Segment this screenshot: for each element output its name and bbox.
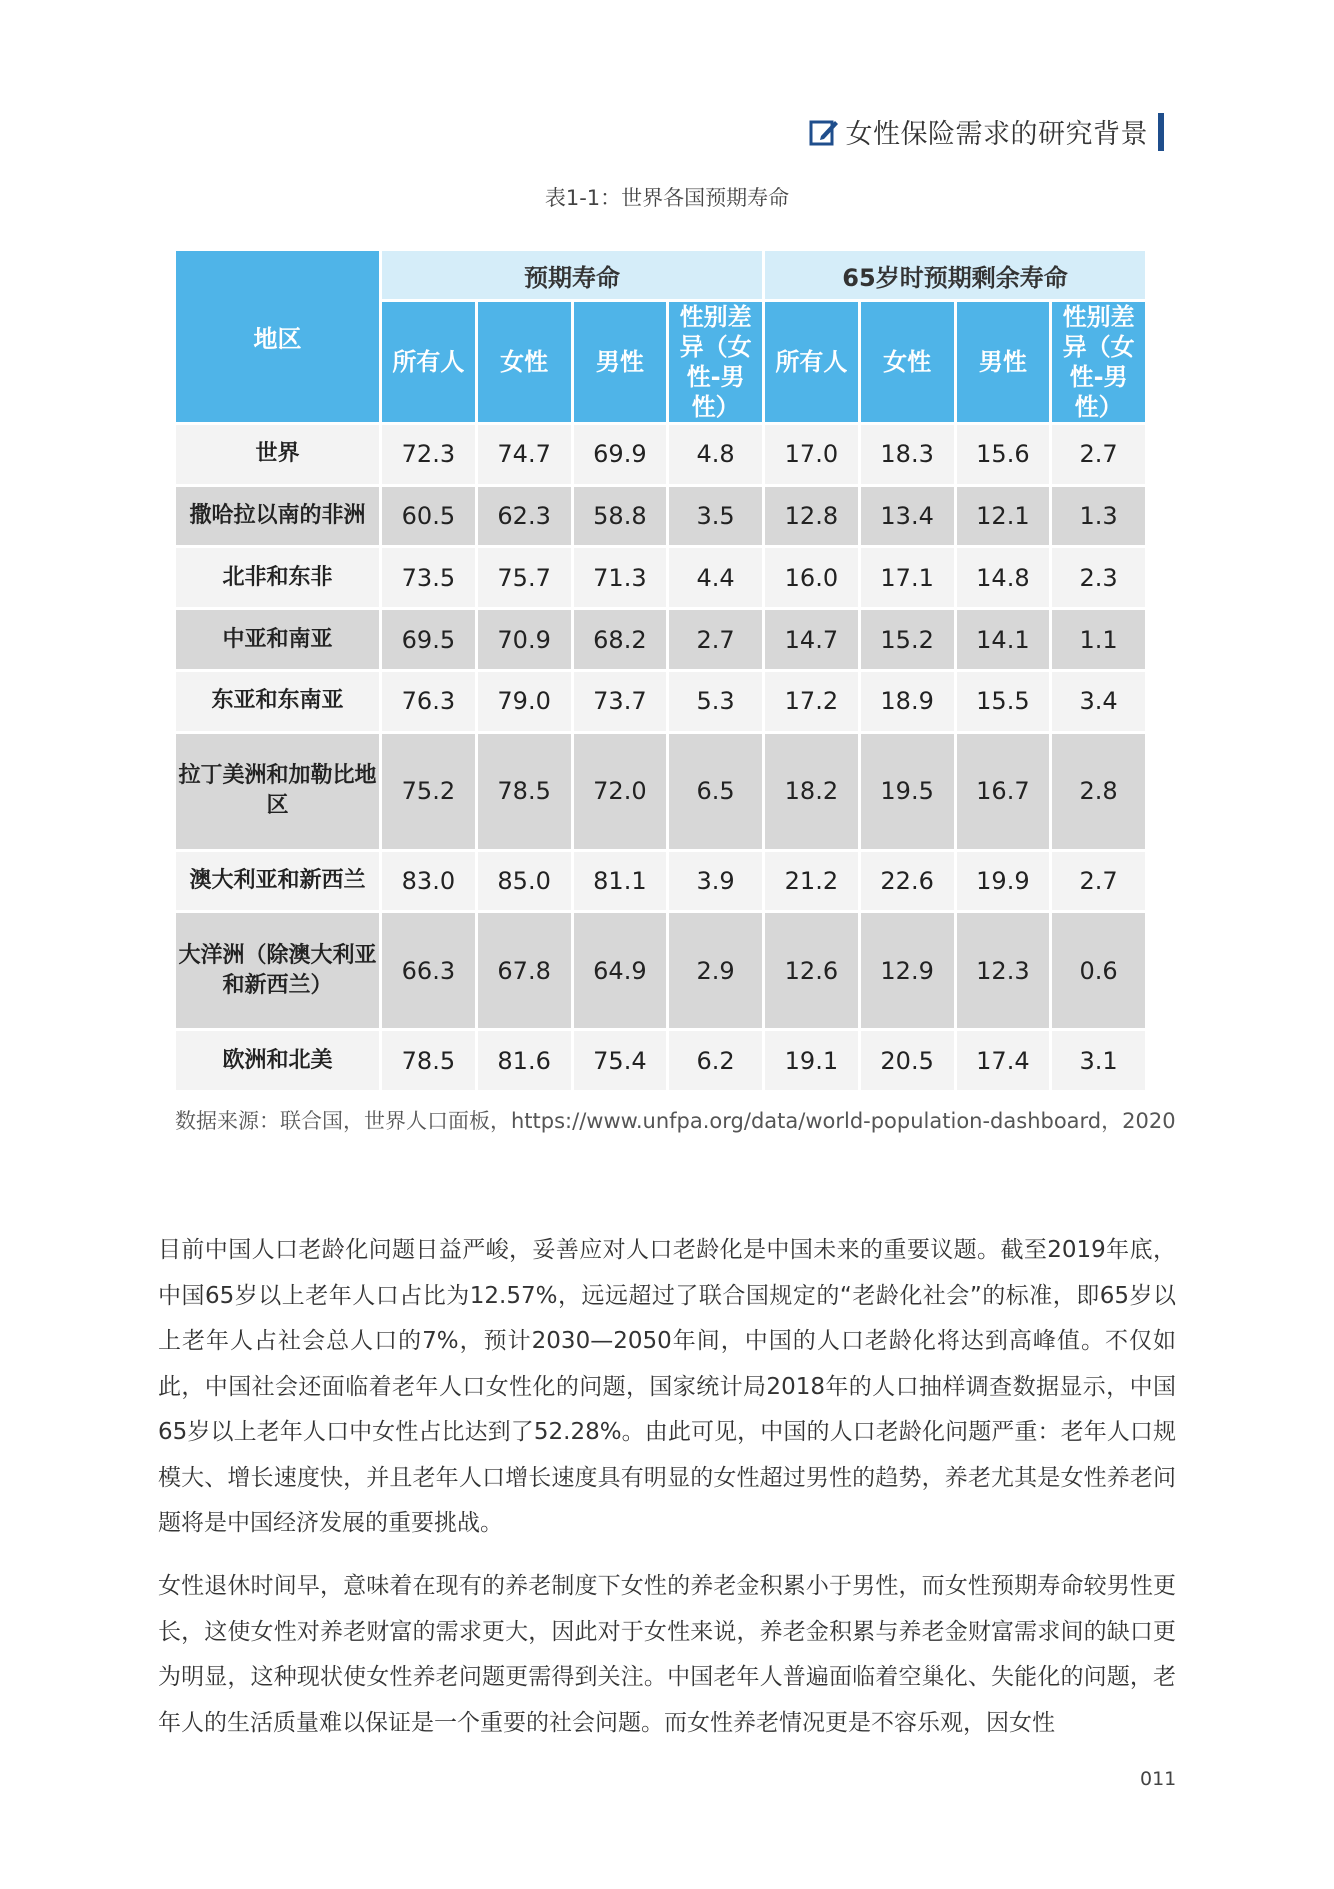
value-cell: 5.3 [668, 670, 764, 732]
region-cell: 大洋洲（除澳大利亚和新西兰） [175, 912, 381, 1030]
data-source-note: 数据来源：联合国，世界人口面板，https://www.unfpa.org/data/world-population-dashboard，2020 [175, 1109, 1176, 1133]
value-cell: 3.9 [668, 850, 764, 912]
table-row [175, 1030, 1147, 1092]
value-cell: 64.9 [572, 912, 668, 1030]
value-cell: 75.2 [381, 732, 477, 850]
value-cell: 79.0 [476, 670, 572, 732]
value-cell: 78.5 [476, 732, 572, 850]
section-title: 女性保险需求的研究背景 [845, 119, 1148, 150]
value-cell: 60.5 [381, 485, 477, 547]
value-cell: 68.2 [572, 609, 668, 671]
table-row [175, 732, 1147, 850]
value-cell: 73.7 [572, 670, 668, 732]
body-paragraph: 女性退休时间早，意味着在现有的养老制度下女性的养老金积累小于男性，而女性预期寿命较男性更长，这使女性对养老财富的需求更大，因此对于女性来说，养老金积累与养老金财富需求间的缺口更为明显，这种现状使女性养老问题更需得到关注。中国老年人普遍面临着空巢化、失能化的问题，老年人的生活质量难以保证是一个重要的社会问题。而女性养老情况更是不容乐观，因女性 [158, 1573, 1176, 1736]
value-cell: 2.9 [668, 912, 764, 1030]
value-cell: 18.2 [764, 732, 860, 850]
table-caption: 表1-1：世界各国预期寿命 [544, 186, 790, 210]
table-row [175, 912, 1147, 1030]
value-cell: 12.8 [764, 485, 860, 547]
sub-header: 女性 [859, 301, 955, 424]
value-cell: 2.7 [668, 609, 764, 671]
value-cell: 2.3 [1051, 547, 1147, 609]
value-cell: 4.8 [668, 424, 764, 486]
value-cell: 19.5 [859, 732, 955, 850]
sub-header: 性别差异（女性-男性） [1051, 301, 1147, 424]
region-cell: 欧洲和北美 [175, 1030, 381, 1092]
region-cell: 撒哈拉以南的非洲 [175, 485, 381, 547]
value-cell: 67.8 [476, 912, 572, 1030]
edit-icon [808, 116, 840, 148]
life-expectancy-table [173, 248, 1148, 1093]
sub-header: 所有人 [381, 301, 477, 424]
region-cell: 拉丁美洲和加勒比地区 [175, 732, 381, 850]
value-cell: 73.5 [381, 547, 477, 609]
group-header-remaining-life-at-65: 65岁时预期剩余寿命 [764, 250, 1147, 301]
group-header-life-expectancy: 预期寿命 [381, 250, 764, 301]
value-cell: 78.5 [381, 1030, 477, 1092]
value-cell: 14.1 [955, 609, 1051, 671]
value-cell: 3.5 [668, 485, 764, 547]
sub-header: 性别差异（女性-男性） [668, 301, 764, 424]
value-cell: 83.0 [381, 850, 477, 912]
region-cell: 世界 [175, 424, 381, 486]
value-cell: 16.7 [955, 732, 1051, 850]
value-cell: 69.5 [381, 609, 477, 671]
value-cell: 81.6 [476, 1030, 572, 1092]
value-cell: 72.3 [381, 424, 477, 486]
value-cell: 19.9 [955, 850, 1051, 912]
value-cell: 2.8 [1051, 732, 1147, 850]
value-cell: 72.0 [572, 732, 668, 850]
value-cell: 17.0 [764, 424, 860, 486]
value-cell: 2.7 [1051, 850, 1147, 912]
page-number: 011 [1140, 1768, 1177, 1790]
value-cell: 85.0 [476, 850, 572, 912]
header-accent-bar [1158, 113, 1164, 151]
value-cell: 74.7 [476, 424, 572, 486]
value-cell: 12.1 [955, 485, 1051, 547]
value-cell: 12.3 [955, 912, 1051, 1030]
value-cell: 12.6 [764, 912, 860, 1030]
sub-header: 女性 [476, 301, 572, 424]
value-cell: 2.7 [1051, 424, 1147, 486]
value-cell: 15.5 [955, 670, 1051, 732]
value-cell: 17.4 [955, 1030, 1051, 1092]
table-row [175, 424, 1147, 486]
value-cell: 71.3 [572, 547, 668, 609]
sub-header: 男性 [572, 301, 668, 424]
value-cell: 19.1 [764, 1030, 860, 1092]
value-cell: 21.2 [764, 850, 860, 912]
body-paragraph: 目前中国人口老龄化问题日益严峻，妥善应对人口老龄化是中国未来的重要议题。截至2019年底，中国65岁以上老年人口占比为12.57%，远远超过了联合国规定的“老龄化社会”的标准，即65岁以上老年人占社会总人口的7%，预计2030—2050年间，中国的人口老龄化将达到高峰值。不仅如此，中国社会还面临着老年人口女性化的问题，国家统计局2018年的人口抽样调查数据显示，中国65岁以上老年人口中女性占比达到了52.28%。由此可见，中国的人口老龄化问题严重：老年人口规模大、增长速度快，并且老年人口增长速度具有明显的女性超过男性的趋势，养老尤其是女性养老问题将是中国经济发展的重要挑战。 [158, 1237, 1176, 1536]
value-cell: 3.4 [1051, 670, 1147, 732]
sub-header: 男性 [955, 301, 1051, 424]
value-cell: 22.6 [859, 850, 955, 912]
value-cell: 14.7 [764, 609, 860, 671]
value-cell: 16.0 [764, 547, 860, 609]
value-cell: 20.5 [859, 1030, 955, 1092]
table-row [175, 850, 1147, 912]
region-cell: 北非和东非 [175, 547, 381, 609]
sub-header: 所有人 [764, 301, 860, 424]
value-cell: 58.8 [572, 485, 668, 547]
value-cell: 14.8 [955, 547, 1051, 609]
value-cell: 12.9 [859, 912, 955, 1030]
value-cell: 75.4 [572, 1030, 668, 1092]
value-cell: 18.3 [859, 424, 955, 486]
value-cell: 6.2 [668, 1030, 764, 1092]
value-cell: 1.3 [1051, 485, 1147, 547]
value-cell: 66.3 [381, 912, 477, 1030]
value-cell: 75.7 [476, 547, 572, 609]
table-row [175, 609, 1147, 671]
table-row [175, 485, 1147, 547]
value-cell: 1.1 [1051, 609, 1147, 671]
value-cell: 81.1 [572, 850, 668, 912]
value-cell: 17.2 [764, 670, 860, 732]
value-cell: 76.3 [381, 670, 477, 732]
page-header [808, 112, 1165, 151]
value-cell: 0.6 [1051, 912, 1147, 1030]
value-cell: 69.9 [572, 424, 668, 486]
value-cell: 62.3 [476, 485, 572, 547]
region-cell: 东亚和东南亚 [175, 670, 381, 732]
region-cell: 澳大利亚和新西兰 [175, 850, 381, 912]
value-cell: 70.9 [476, 609, 572, 671]
region-column-header: 地区 [175, 250, 381, 424]
value-cell: 15.2 [859, 609, 955, 671]
value-cell: 3.1 [1051, 1030, 1147, 1092]
value-cell: 17.1 [859, 547, 955, 609]
region-cell: 中亚和南亚 [175, 609, 381, 671]
table-row [175, 670, 1147, 732]
table-row [175, 547, 1147, 609]
value-cell: 4.4 [668, 547, 764, 609]
value-cell: 15.6 [955, 424, 1051, 486]
value-cell: 13.4 [859, 485, 955, 547]
value-cell: 6.5 [668, 732, 764, 850]
value-cell: 18.9 [859, 670, 955, 732]
